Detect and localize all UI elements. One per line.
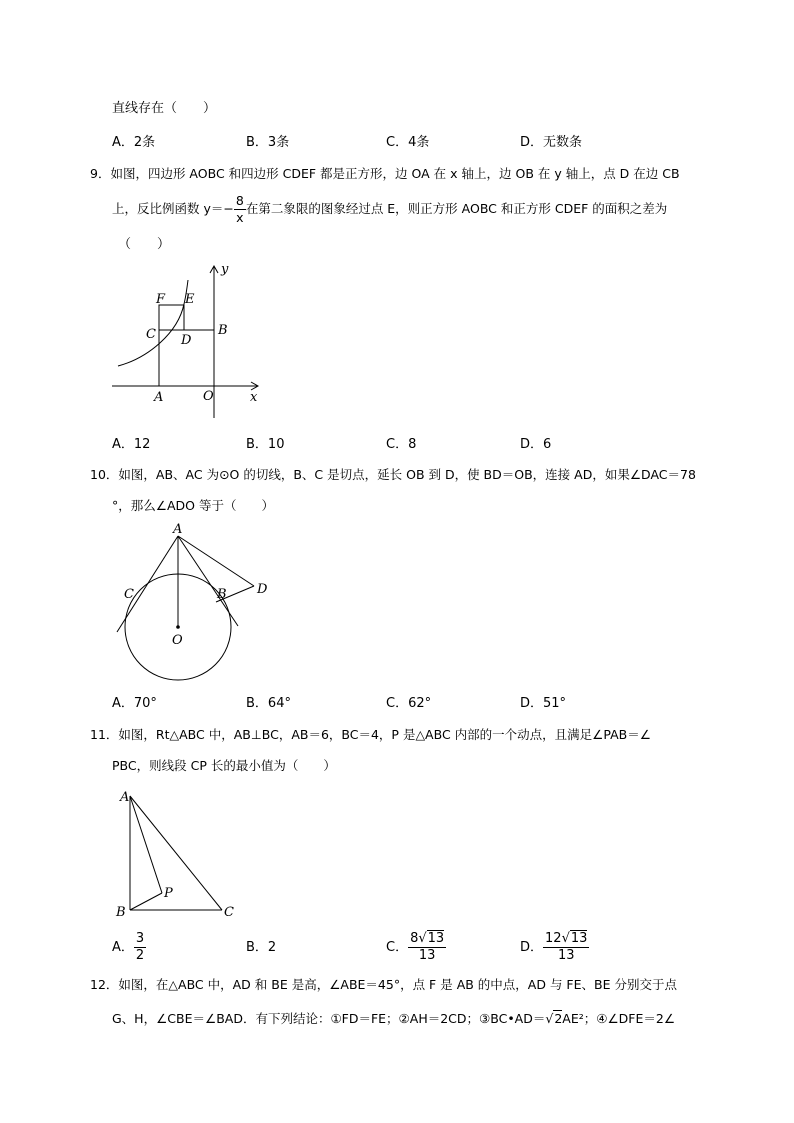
q9-option-c[interactable]: C．8 (386, 437, 417, 452)
q11-option-c-coef: 8 (410, 931, 419, 946)
q11-segment-bp (130, 893, 162, 910)
q11-label-P: P (164, 886, 173, 901)
q11-option-d-den: 13 (557, 948, 575, 963)
q9-stem-line2 (112, 192, 667, 228)
q9-figure (108, 258, 268, 428)
q9-frac-den: x (236, 210, 244, 225)
q9-label-B: B (218, 323, 228, 338)
q10-option-d[interactable]: D．51° (520, 696, 567, 711)
q9-label-x: x (250, 390, 258, 405)
q11-label-A: A (120, 790, 130, 805)
q9-label-D: D (181, 333, 192, 348)
q11-label-C: C (224, 905, 234, 920)
q10-label-C: C (124, 587, 134, 602)
q9-stem-line2-pre: 上，反比例函数 y＝ (112, 201, 224, 216)
q8-option-b[interactable]: B．3条 (246, 135, 290, 150)
q11-option-c-radicand: 13 (427, 931, 445, 946)
q8-option-d[interactable]: D．无数条 (520, 135, 583, 150)
q9-label-O: O (203, 389, 214, 404)
q9-option-d[interactable]: D．6 (520, 437, 552, 452)
q8-continuation: 直线存在（ ） (112, 101, 217, 116)
q9-frac-num: 8 (235, 193, 244, 208)
q12-stem-line1: 12．如图，在△ABC 中，AD 和 BE 是高，∠ABE＝45°，点 F 是 AB 的中点，AD 与 FE、BE 分别交于点 (90, 977, 677, 992)
q10-label-O: O (172, 633, 183, 648)
q11-option-c-fraction (408, 931, 446, 964)
q11-label-B: B (116, 905, 126, 920)
q11-segment-ac (130, 796, 222, 910)
q9-label-E: E (185, 292, 195, 307)
q11-option-a-prefix: A． (112, 940, 134, 955)
q9-option-b[interactable]: B．10 (246, 437, 285, 452)
q12-stem-line2-post: AE²；④∠DFE＝2∠ (562, 1011, 676, 1026)
q9-label-y: y (221, 262, 229, 277)
q11-stem-line1: 11．如图，Rt△ABC 中，AB⊥BC，AB＝6，BC＝4，P 是△ABC 内部的一个动点，且满足∠PAB＝∠ (90, 727, 651, 742)
q8-option-c[interactable]: C．4条 (386, 135, 430, 150)
q11-stem-line2: PBC，则线段 CP 长的最小值为（ ） (112, 758, 336, 773)
q10-label-B: B (217, 587, 227, 602)
q10-tangent-ab (178, 536, 238, 626)
q11-option-d-num: 12√13 (545, 931, 588, 946)
q11-option-c-num: 8√13 (410, 931, 445, 946)
q11-option-a-num: 3 (135, 931, 145, 946)
q9-option-a[interactable]: A．12 (112, 437, 151, 452)
q10-label-D: D (257, 582, 268, 597)
q8-option-a[interactable]: A．2条 (112, 135, 156, 150)
q12-stem-line2: G、H，∠CBE＝∠BAD．有下列结论：①FD＝FE；②AH＝2CD；③BC•AD＝√2AE²；④∠DFE＝2∠ (112, 1011, 676, 1026)
q9-square-cdef (159, 305, 184, 330)
q11-option-a-den: 2 (135, 948, 145, 963)
q10-tangent-ac (117, 536, 178, 632)
q11-option-d-radicand: 13 (570, 931, 588, 946)
q9-fraction (234, 193, 246, 226)
q12-stem-line2-pre: G、H，∠CBE＝∠BAD．有下列结论：①FD＝FE；②AH＝2CD；③BC•AD＝ (112, 1011, 546, 1026)
q9-label-C: C (146, 327, 156, 342)
q9-label-F: F (156, 292, 166, 307)
q9-hyperbola (118, 280, 188, 366)
q9-frac-sign: − (223, 201, 234, 216)
q10-option-c[interactable]: C．62° (386, 696, 432, 711)
q10-stem-line1: 10．如图，AB、AC 为⊙O 的切线，B、C 是切点，延长 OB 到 D，使 BD＝OB，连接 AD，如果∠DAC＝78 (90, 467, 696, 482)
q10-segment-ad (178, 536, 254, 586)
q11-segment-ap (130, 796, 162, 893)
q10-label-A: A (173, 522, 183, 537)
q11-option-d-prefix: D． (520, 940, 544, 955)
q11-option-c[interactable] (386, 930, 446, 968)
q9-label-A: A (154, 390, 164, 405)
q11-figure (112, 786, 252, 926)
q11-option-d-fraction (543, 931, 589, 964)
q12-sqrt-radicand: 2 (554, 1011, 563, 1026)
q11-option-c-den: 13 (418, 948, 436, 963)
q9-answer-paren: （ ） (118, 237, 171, 252)
q11-option-d[interactable] (520, 930, 589, 968)
q10-stem-line2: °，那么∠ADO 等于（ ） (112, 498, 274, 513)
q10-figure (108, 522, 278, 682)
q11-option-b[interactable]: B．2 (246, 940, 277, 955)
q11-option-c-prefix: C． (386, 940, 409, 955)
q9-stem-line1: 9．如图，四边形 AOBC 和四边形 CDEF 都是正方形，边 OA 在 x 轴上，边 OB 在 y 轴上，点 D 在边 CB (90, 166, 680, 181)
q10-option-b[interactable]: B．64° (246, 696, 291, 711)
q11-option-a[interactable] (112, 930, 146, 968)
q10-option-a[interactable]: A．70° (112, 696, 157, 711)
q11-option-d-coef: 12 (545, 931, 562, 946)
q11-option-a-fraction (134, 931, 146, 964)
q9-stem-line2-post: 在第二象限的图象经过点 E，则正方形 AOBC 和正方形 CDEF 的面积之差为 (245, 201, 668, 216)
